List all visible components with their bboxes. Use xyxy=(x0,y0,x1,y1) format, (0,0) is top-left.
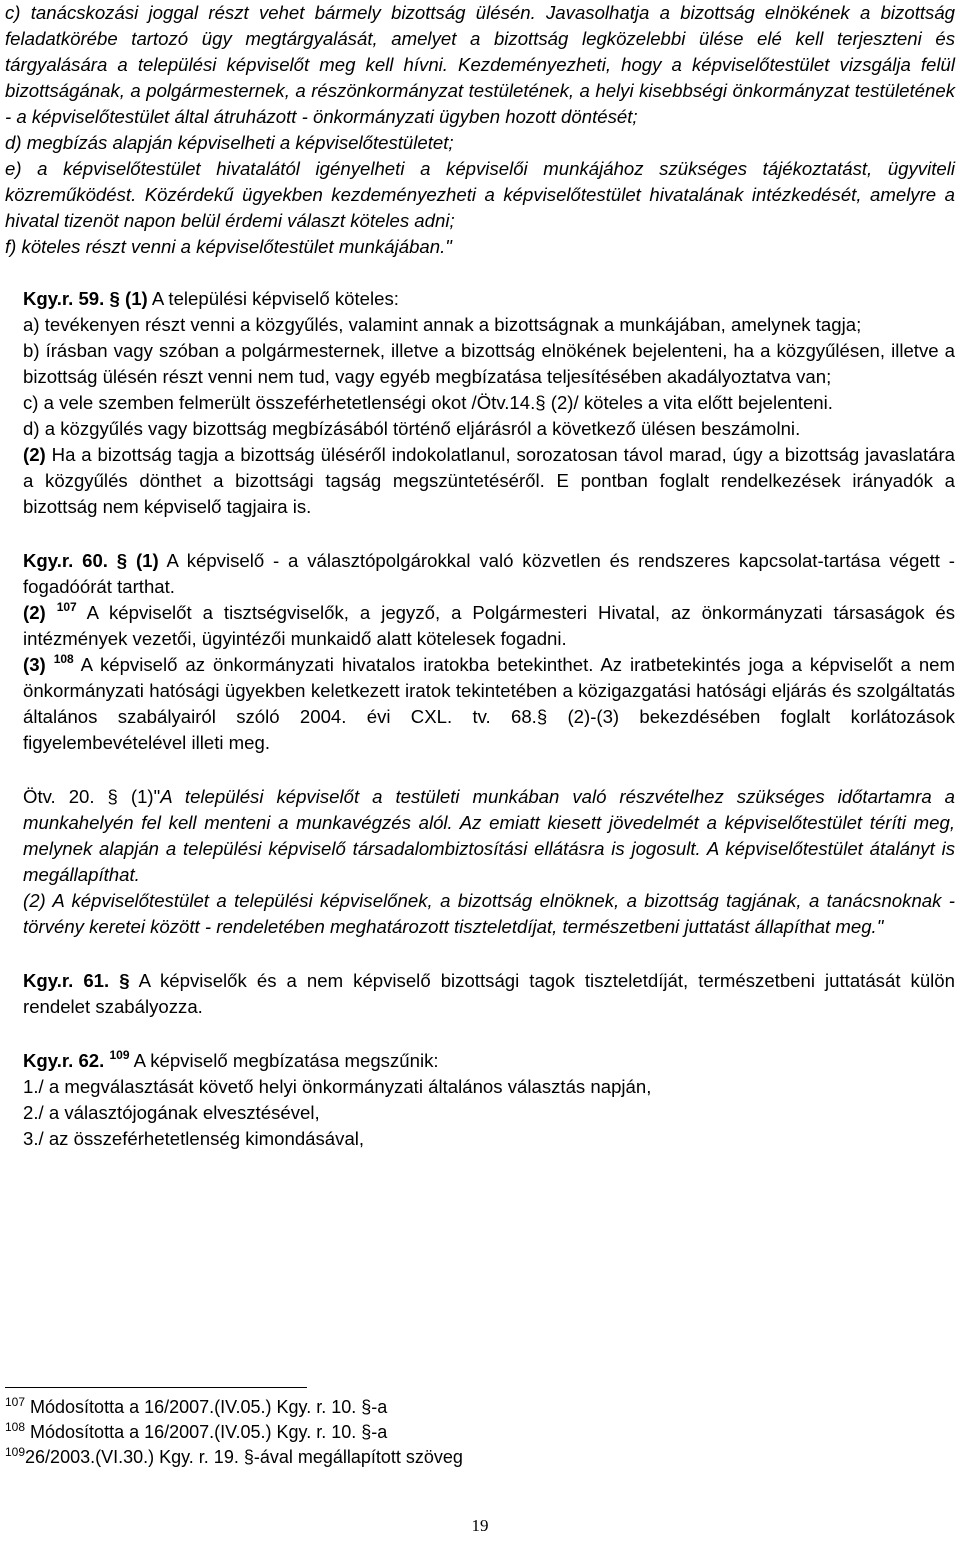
section-59-item-c xyxy=(5,390,955,416)
section-62-label: Kgy.r. 62. xyxy=(23,1050,105,1071)
list-item: 1./ a megválasztását követő helyi önkormányzati általános választás napján, xyxy=(23,1076,652,1097)
section-59-para-2 xyxy=(5,442,955,520)
section-62-text: A képviselő megbízatása megszűnik: xyxy=(129,1050,439,1071)
section-59-para-2-text: Ha a bizottság tagja a bizottság üléséről indokolatlanul, sorozatosan távol marad, úgy a bizottság javaslatára a közgyűlés dönthet a bizottsági tagság megszüntetéséről. E pontban foglalt rendelkezések irányadók a bizottság nem képviselő tagjaira is. xyxy=(23,444,955,517)
footnote-109 xyxy=(5,1446,463,1468)
list-item: 2./ a választójogának elvesztésével, xyxy=(23,1102,320,1123)
section-sign: § xyxy=(536,706,548,727)
footnote-107 xyxy=(5,1396,387,1418)
section-60-label: Kgy.r. 60. xyxy=(23,550,108,571)
otv-20-para-2: (2) A képviselőtestület a települési képviselőnek, a bizottság elnöknek, a bizottság tagjának, a tanácsnoknak - törvény keretei között - rendeletében meghatározott tiszteletdíjat, természetbeni juttatást állapíthat meg." xyxy=(23,890,955,937)
section-sign: § xyxy=(107,786,118,807)
page-number: 19 xyxy=(471,1516,489,1535)
section-62 xyxy=(5,1048,955,1074)
otv-20-label: Ötv. 20. xyxy=(23,786,95,807)
paragraph-f: f) köteles részt venni a képviselőtestület munkájában." xyxy=(5,236,452,257)
section-59-item-b: b) írásban vagy szóban a polgármesternek, illetve a bizottság elnökének bejelenteni, ha a közgyűlésen, illetve a bizottság ülésén részt venni nem tud, vagy egyéb megbízatása teljesítésében akadályoztatva van; xyxy=(23,340,955,387)
footnote-separator xyxy=(5,1387,307,1388)
paragraph-e: e) a képviselőtestület hivatalától igényelheti a képviselői munkájához szükséges tájékoztatást, ügyviteli közreműködést. Közérdekű ügyekben kezdeményezheti a képviselőtestület hivatalának intézkedését, amelyre a hivatal tizenöt napon belül érdemi választ köteles adni; xyxy=(5,158,955,231)
paragraph-number: (1) xyxy=(125,288,148,309)
section-60-para-1 xyxy=(5,548,955,600)
paragraph-d: d) megbízás alapján képviselheti a képviselőtestületet; xyxy=(5,132,454,153)
footnote-text: 26/2003.(VI.30.) Kgy. r. 19. §-ával megállapított szöveg xyxy=(25,1447,463,1467)
section-59-intro: A települési képviselő köteles: xyxy=(147,288,399,309)
list-item: 3./ az összeférhetetlenség kimondásával, xyxy=(23,1128,365,1149)
section-59-item-d: d) a közgyűlés vagy bizottság megbízásából történő eljárásról a következő ülésen beszámolni. xyxy=(23,418,801,439)
section-60-para-2-text: A képviselőt a tisztségviselők, a jegyző, a Polgármesteri Hivatal, az önkormányzati társaságok és intézmények vezetői, ügyintézői munkaidő alatt kötelesek fogadni. xyxy=(23,602,955,649)
section-61-label: Kgy.r. 61. xyxy=(23,970,110,991)
section-59-item-a: a) tevékenyen részt venni a közgyűlés, valamint annak a bizottságnak a munkájában, amelynek tagja; xyxy=(23,314,862,335)
section-61-text: A képviselők és a nem képviselő bizottsági tagok tiszteletdíját, természetbeni juttatását külön rendelet szabályozza. xyxy=(23,970,955,1017)
section-sign: § xyxy=(535,392,546,413)
footnote-text: Módosította a 16/2007.(IV.05.) Kgy. r. 10. §-a xyxy=(25,1397,388,1417)
footnote-number: 108 xyxy=(5,1420,26,1434)
footnote-108 xyxy=(5,1421,387,1443)
section-60-para-3 xyxy=(5,652,955,756)
section-59-heading xyxy=(5,286,955,312)
section-59-item-c-rest: (2)/ köteles a vita előtt bejelenteni. xyxy=(545,392,833,413)
footnote-ref-108[interactable]: 108 xyxy=(53,652,74,666)
section-sign: § xyxy=(116,550,128,571)
paragraph-number: (2) xyxy=(23,444,46,465)
footnote-ref-107[interactable]: 107 xyxy=(56,600,77,614)
section-60-para-3-text: A képviselő az önkormányzati hivatalos iratokba betekinthet. Az iratbetekintés joga a képviselőt a nem önkormányzati hatósági ügyekben keletkezett iratok tekintetében a közigazgatási hatósági eljárás és szolgáltatás általános szabályairól szóló 2004. évi CXL. tv. 68. xyxy=(23,654,955,727)
paragraph-number: (1) xyxy=(135,550,159,571)
otv-20-para-1 xyxy=(5,784,955,888)
otv-20-para-number: (1)" xyxy=(117,786,161,807)
section-59-label: Kgy.r. 59. xyxy=(23,288,105,309)
paragraph-c: c) tanácskozási joggal részt vehet bármely bizottság ülésén. Javasolhatja a bizottság elnökének a bizottság feladatkörébe tartozó ügy megtárgyalását, amelyet a bizottság legközelebbi ülése elé kell terjeszteni és tárgyalására a települési képviselőt meg kell hívni. Kezdeményezheti, hogy a képviselőtestület vizsgálja felül bizottságának, a polgármesternek, a részönkormányzat testületének, a helyi kisebbségi önkormányzat testületének - a képviselőtestület által átruházott - önkormányzati ügyben hozott döntését; xyxy=(5,2,955,127)
section-sign: § xyxy=(109,288,120,309)
document-page xyxy=(5,0,955,1152)
paragraph-number: (2) xyxy=(23,602,46,623)
footnote-ref-109[interactable]: 109 xyxy=(109,1048,130,1062)
footnote-number: 109 xyxy=(5,1445,26,1459)
section-61 xyxy=(5,968,955,1020)
section-60-para-3-rest: (2)-(3) bekezdésében foglalt korlátozások figyelembevételével illeti meg. xyxy=(23,706,955,753)
footnote-number: 107 xyxy=(5,1395,26,1409)
otv-20-para-1-text: A települési képviselőt a testületi munkában való részvételhez szükséges időtartamra a munkahelyén fel kell menteni a munkavégzés alól. Az emiatt kiesett jövedelmét a képviselőtestület téríti meg, melynek alapján a települési képviselő társadalombiztosítási ellátásra is jogosult. A képviselőtestület átalányt is megállapíthat. xyxy=(23,786,955,885)
paragraph-number: (3) xyxy=(23,654,46,675)
section-sign: § xyxy=(119,970,130,991)
section-62-list xyxy=(5,1074,955,1152)
section-60-para-2 xyxy=(5,600,955,652)
section-59-item-c-text: c) a vele szemben felmerült összeférhetetlenségi okot /Ötv.14. xyxy=(23,392,536,413)
section-60-para-1-text: A képviselő - a választópolgárokkal való közvetlen és rendszeres kapcsolat-tartása végett - fogadóórát tarthat. xyxy=(23,550,955,597)
footnote-text: Módosította a 16/2007.(IV.05.) Kgy. r. 10. §-a xyxy=(25,1422,388,1442)
